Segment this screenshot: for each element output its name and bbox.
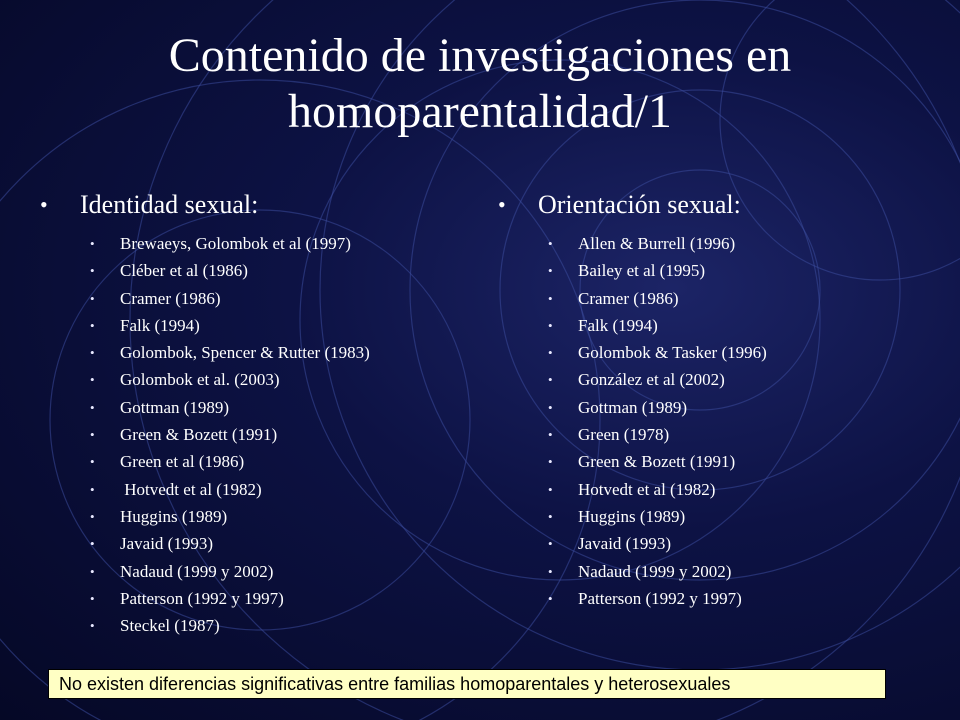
bullet-icon: •	[548, 317, 553, 333]
bullet-icon: •	[90, 590, 95, 606]
right-heading-row	[498, 188, 928, 226]
reference-text: Gottman (1989)	[578, 397, 688, 417]
reference-text: Falk (1994)	[578, 315, 658, 335]
reference-item	[498, 476, 928, 503]
reference-text: Huggins (1989)	[578, 506, 686, 526]
reference-text: Falk (1994)	[120, 315, 200, 335]
reference-item	[40, 585, 480, 612]
bullet-icon: •	[90, 454, 95, 470]
bullet-icon: •	[548, 427, 553, 443]
reference-text: Hotvedt et al (1982)	[578, 479, 716, 499]
reference-item	[498, 503, 928, 530]
reference-text: Bailey et al (1995)	[578, 261, 705, 281]
reference-text: Huggins (1989)	[120, 506, 228, 526]
left-heading: Identidad sexual:	[80, 190, 259, 219]
bullet-icon: •	[90, 236, 95, 251]
reference-text: Golombok et al. (2003)	[120, 370, 280, 390]
reference-item	[498, 312, 928, 339]
bullet-icon: •	[90, 290, 95, 306]
reference-text: Golombok, Spencer & Rutter (1983)	[120, 343, 370, 363]
reference-text: Cramer (1986)	[120, 288, 221, 308]
reference-item	[40, 530, 480, 557]
bullet-icon: •	[90, 263, 95, 279]
bullet-icon: •	[90, 317, 95, 333]
bullet-icon: •	[548, 563, 553, 579]
reference-item	[40, 230, 480, 257]
left-heading-row	[40, 188, 480, 226]
bullet-icon: •	[90, 399, 95, 415]
bullet-icon: •	[90, 372, 95, 388]
reference-text: Cléber et al (1986)	[120, 261, 248, 281]
reference-item	[498, 366, 928, 393]
reference-item	[498, 530, 928, 557]
page-title: Contenido de investigaciones en homoparentalidad/1	[168, 29, 792, 138]
bullet-icon: •	[90, 481, 95, 497]
reference-text: González et al (2002)	[578, 370, 725, 390]
reference-item	[40, 257, 480, 284]
bullet-icon: •	[548, 372, 553, 388]
reference-text: Green & Bozett (1991)	[578, 452, 736, 472]
reference-text: Green et al (1986)	[120, 452, 245, 472]
bullet-icon: •	[548, 590, 553, 606]
bullet-icon: •	[548, 399, 553, 415]
reference-text: Patterson (1992 y 1997)	[578, 588, 742, 608]
conclusion-note: No existen diferencias significativas entre familias homoparentales y heterosexuales	[48, 669, 886, 699]
reference-text: Gottman (1989)	[120, 397, 230, 417]
reference-text: Steckel (1987)	[120, 616, 220, 636]
reference-item	[40, 448, 480, 475]
bullet-icon: •	[548, 290, 553, 306]
bullet-icon: •	[90, 618, 95, 634]
bullet-icon: •	[498, 192, 506, 217]
reference-item	[40, 285, 480, 312]
right-heading: Orientación sexual:	[538, 190, 741, 219]
reference-item	[498, 558, 928, 585]
reference-item	[40, 503, 480, 530]
bullet-icon: •	[548, 481, 553, 497]
reference-text: Javaid (1993)	[578, 534, 672, 554]
bullet-icon: •	[90, 536, 95, 552]
reference-item	[498, 448, 928, 475]
bullet-icon: •	[40, 192, 48, 217]
reference-item	[40, 558, 480, 585]
reference-item	[40, 312, 480, 339]
reference-text: Javaid (1993)	[120, 534, 214, 554]
reference-text: Nadaud (1999 y 2002)	[120, 561, 274, 581]
reference-item	[498, 339, 928, 366]
reference-text: Allen & Burrell (1996)	[578, 234, 736, 253]
reference-item	[498, 230, 928, 257]
reference-text: Green (1978)	[578, 425, 670, 445]
reference-item	[498, 257, 928, 284]
bullet-icon: •	[548, 536, 553, 552]
bullet-icon: •	[548, 263, 553, 279]
reference-item	[498, 421, 928, 448]
right-column	[498, 188, 928, 612]
bullet-icon: •	[548, 236, 553, 251]
reference-text: Green & Bozett (1991)	[120, 425, 278, 445]
bullet-icon: •	[90, 508, 95, 524]
reference-text: Nadaud (1999 y 2002)	[578, 561, 732, 581]
reference-item	[40, 394, 480, 421]
left-column	[40, 188, 480, 639]
bullet-icon: •	[548, 508, 553, 524]
bullet-icon: •	[548, 345, 553, 361]
reference-item	[40, 476, 480, 503]
reference-text: Brewaeys, Golombok et al (1997)	[120, 234, 351, 253]
right-reference-list	[498, 230, 928, 612]
reference-text: Golombok & Tasker (1996)	[578, 343, 767, 363]
reference-text: Cramer (1986)	[578, 288, 679, 308]
reference-item	[40, 612, 480, 639]
bullet-icon: •	[90, 345, 95, 361]
bullet-icon: •	[548, 454, 553, 470]
reference-item	[40, 339, 480, 366]
reference-item	[498, 285, 928, 312]
reference-item	[40, 366, 480, 393]
bullet-icon: •	[90, 427, 95, 443]
reference-item	[498, 394, 928, 421]
reference-text: Patterson (1992 y 1997)	[120, 588, 284, 608]
reference-item	[498, 585, 928, 612]
bullet-icon: •	[90, 563, 95, 579]
reference-text: Hotvedt et al (1982)	[120, 479, 262, 499]
left-reference-list	[40, 230, 480, 639]
reference-item	[40, 421, 480, 448]
